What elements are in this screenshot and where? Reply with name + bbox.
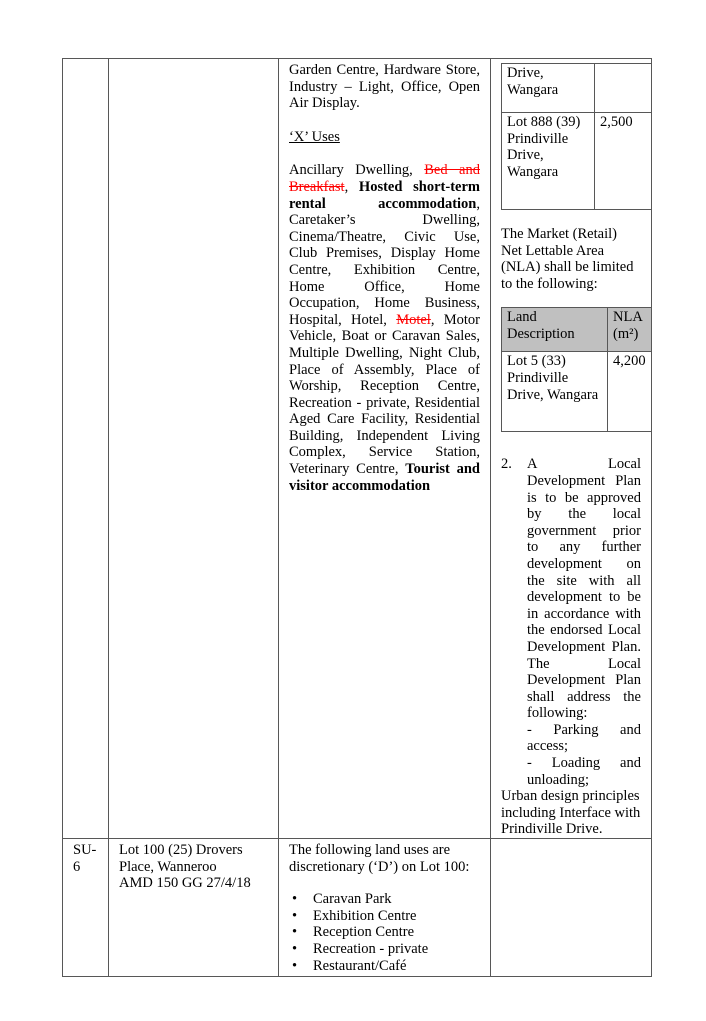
cell-conditions-empty bbox=[491, 839, 652, 977]
list-item bbox=[289, 941, 480, 958]
condition-2-text: A Local Development Plan is to be approved by the local government prior to any further development on the site with all development to be in accordance with the endorsed Local Development Plan. The Local Development Plan shall address the following: bbox=[527, 456, 641, 722]
list-body bbox=[527, 456, 641, 788]
list-item bbox=[289, 908, 480, 925]
special-use-zones-table bbox=[62, 58, 652, 977]
market-nla-paragraph: The Market (Retail) Net Lettable Area (NLA) shall be limited to the following: bbox=[501, 226, 634, 292]
nla-value-cell: 4,200 bbox=[608, 352, 652, 432]
land-description-cell: Lot 5 (33) Prindiville Drive, Wangara bbox=[502, 352, 608, 432]
condition-2-subitem: - Parking and access; bbox=[527, 721, 641, 755]
uses-segment-deleted: Bed and Breakfast bbox=[289, 162, 480, 195]
condition-item-2 bbox=[501, 456, 641, 788]
uses-segment: , Motor Vehicle, Boat or Caravan Sales, Multiple Dwelling, Night Club, Place of Assembly, Place of Worship, Reception Centre, Recreation - private, Residential Aged Care Facility, Residential Building, Independent Living Complex, Service Station, Veterinary Centre, bbox=[289, 311, 480, 478]
table-row bbox=[502, 113, 652, 210]
list-item bbox=[289, 958, 480, 975]
bullet-icon: • bbox=[292, 907, 298, 924]
site-amendment: AMD 150 GG 27/4/18 bbox=[119, 875, 251, 892]
uses-segment: , bbox=[344, 178, 359, 195]
x-uses-heading-text: ‘X’ Uses bbox=[289, 128, 340, 145]
list-item bbox=[289, 891, 480, 908]
x-uses-paragraph bbox=[289, 162, 480, 494]
cell-site-empty bbox=[109, 59, 279, 839]
list-item-label: Recreation - private bbox=[313, 941, 429, 957]
table-row-continued bbox=[63, 59, 652, 839]
uses-segment: Ancillary Dwelling, bbox=[289, 162, 425, 179]
list-item-label: Exhibition Centre bbox=[313, 907, 417, 924]
cell-land-uses bbox=[279, 59, 491, 839]
list-item-label: Reception Centre bbox=[313, 924, 415, 941]
continued-uses-paragraph: Garden Centre, Hardware Store, Industry – Light, Office, Open Air Display. bbox=[289, 62, 480, 112]
cell-discretionary-uses bbox=[279, 839, 491, 977]
uses-segment-deleted: Motel bbox=[396, 311, 431, 328]
bullet-icon: • bbox=[292, 957, 298, 974]
table-row bbox=[502, 352, 652, 432]
uses-segment-inserted: Tourist and visitor accommodation bbox=[289, 461, 480, 494]
uses-segment-inserted: Hosted short-term rental accommodation bbox=[289, 178, 480, 212]
urban-design-paragraph: Urban design principles including Interface with Prindiville Drive. bbox=[501, 788, 641, 838]
site-address: Lot 100 (25) Drovers Place, Wanneroo bbox=[119, 842, 243, 875]
list-number: 2. bbox=[501, 456, 512, 473]
nla-value-cell: 2,500 bbox=[595, 113, 652, 210]
bullet-icon: • bbox=[292, 924, 298, 941]
uses-segment: , Caretaker’s Dwelling, Cinema/Theatre, Civic Use, Club Premises, Display Home Centre, Exhibition Centre, Home Office, Home Occupation, Home Business, Hospital, Hotel, bbox=[289, 195, 480, 328]
list-item bbox=[289, 924, 480, 941]
condition-2-subitem: - Loading and unloading; bbox=[527, 755, 641, 788]
cell-zone-id-empty bbox=[63, 59, 109, 839]
land-description-cell: Lot 888 (39) Prindiville Drive, Wangara bbox=[502, 113, 595, 210]
x-uses-heading bbox=[289, 129, 480, 146]
nla-header: NLA (m²) bbox=[608, 308, 652, 352]
land-description-header: Land Description bbox=[502, 308, 608, 352]
list-item-label: Caravan Park bbox=[313, 891, 392, 908]
cell-site bbox=[109, 839, 279, 977]
bullet-icon: • bbox=[292, 891, 298, 908]
table-row-su6 bbox=[63, 839, 652, 977]
discretionary-intro: The following land uses are discretionary (‘D’) on Lot 100: bbox=[289, 842, 470, 875]
nla-table-continued bbox=[501, 63, 652, 210]
list-item-label: Restaurant/Café bbox=[313, 957, 407, 974]
cell-zone-id: SU-6 bbox=[63, 839, 109, 977]
table-header-row bbox=[502, 308, 652, 352]
land-description-cell: Drive, Wangara bbox=[502, 64, 595, 113]
nla-value-cell bbox=[595, 64, 652, 113]
table-row bbox=[502, 64, 652, 113]
nla-table bbox=[501, 307, 652, 432]
bullet-icon: • bbox=[292, 941, 298, 957]
cell-conditions bbox=[491, 59, 652, 839]
